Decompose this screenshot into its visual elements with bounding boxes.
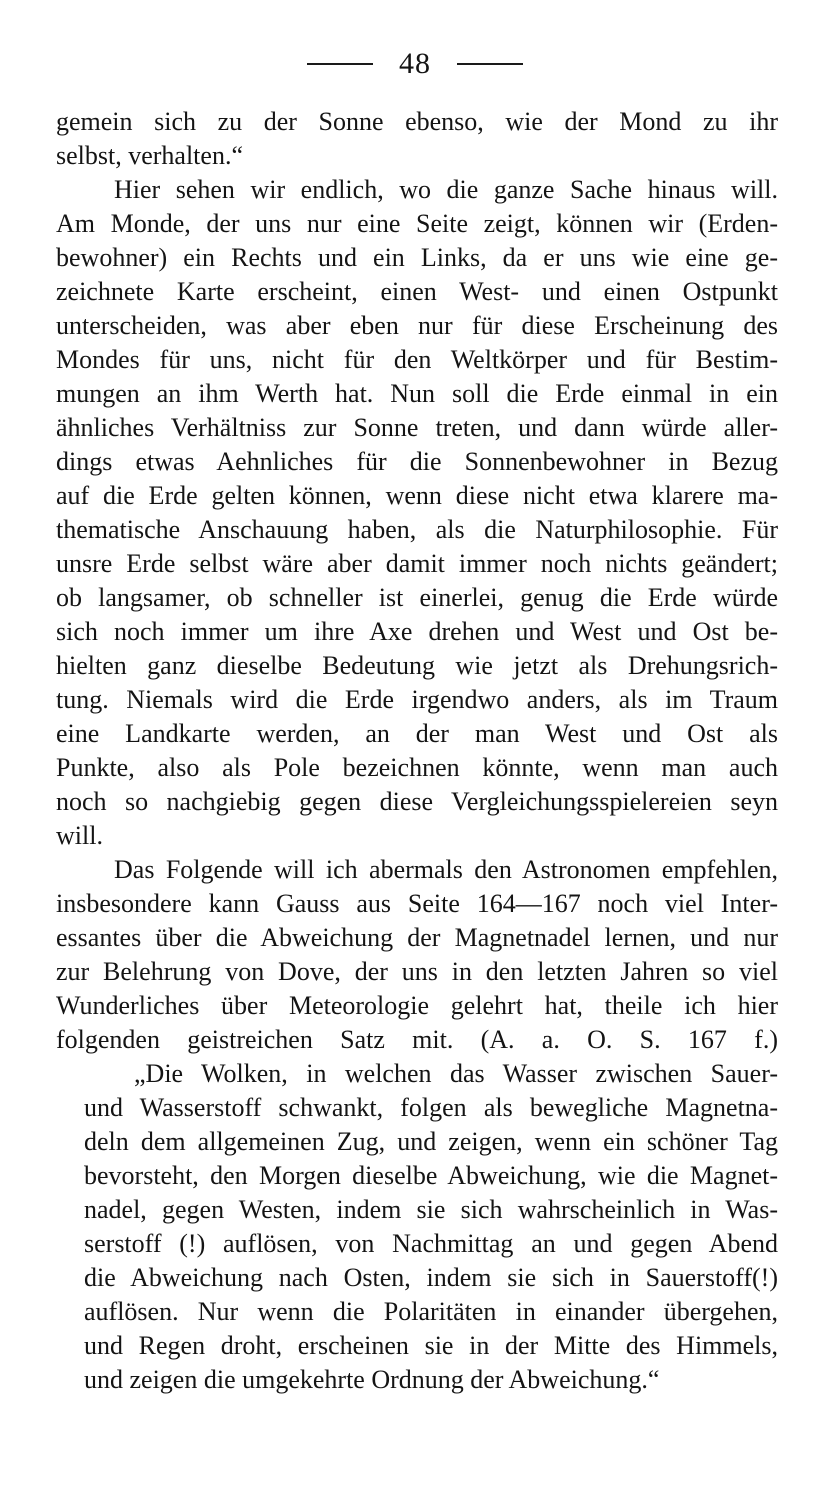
text-line: tung. Niemals wird die Erde irgendwo anders, als im Traum (56, 685, 778, 714)
text-line: hielten ganz dieselbe Bedeutung wie jetzt als Drehungsrich- (56, 651, 778, 680)
text-line: eine Landkarte werden, an der man West und Ost als (56, 719, 778, 748)
quote-line: und Regen droht, erscheinen sie in der Mitte des Himmels, (84, 1331, 778, 1360)
text-line: zeichnete Karte erscheint, einen West- und einen Ostpunkt (56, 277, 778, 306)
text-line: auf die Erde gelten können, wenn diese nicht etwa klarere ma- (56, 481, 778, 510)
text-line: mungen an ihm Werth hat. Nun soll die Erde einmal in ein (56, 379, 778, 408)
text-line: insbesondere kann Gauss aus Seite 164—167 noch viel Inter- (56, 889, 778, 918)
text-line: zur Belehrung von Dove, der uns in den letzten Jahren so viel (56, 957, 778, 986)
text-line: Wunderliches über Meteorologie gelehrt hat, theile ich hier (56, 991, 778, 1020)
text-line: dings etwas Aehnliches für die Sonnenbewohner in Bezug (56, 447, 778, 476)
text-line: Am Monde, der uns nur eine Seite zeigt, können wir (Erden- (56, 209, 778, 238)
quote-line: auflösen. Nur wenn die Polaritäten in einander übergehen, (84, 1297, 778, 1326)
quote-line: die Abweichung nach Osten, indem sie sich in Sauerstoff(!) (84, 1263, 778, 1292)
text-line: ob langsamer, ob schneller ist einerlei, genug die Erde würde (56, 583, 778, 612)
text-line: gemein sich zu der Sonne ebenso, wie der Mond zu ihr (56, 107, 778, 136)
text-line: Punkte, also als Pole bezeichnen könnte, wenn man auch (56, 753, 778, 782)
text-line: selbst, verhalten.“ (56, 141, 243, 170)
text-line: thematische Anschauung haben, als die Naturphilosophie. Für (56, 515, 778, 544)
text-line: unsre Erde selbst wäre aber damit immer noch nichts geändert; (56, 549, 778, 578)
text-line: will. (56, 821, 103, 850)
header-rule-right (457, 63, 523, 65)
quote-line: deln dem allgemeinen Zug, und zeigen, wenn ein schöner Tag (84, 1127, 778, 1156)
text-line: Mondes für uns, nicht für den Weltkörper und für Bestim- (56, 345, 778, 374)
quote-line: und zeigen die umgekehrte Ordnung der Abweichung.“ (84, 1365, 660, 1394)
text-line: sich noch immer um ihre Axe drehen und West und Ost be- (56, 617, 778, 646)
quote-line: „Die Wolken, in welchen das Wasser zwischen Sauer- (134, 1059, 778, 1088)
text-line: Hier sehen wir endlich, wo die ganze Sache hinaus will. (114, 175, 778, 204)
quote-line: serstoff (!) auflösen, von Nachmittag an und gegen Abend (84, 1229, 778, 1258)
quote-line: nadel, gegen Westen, indem sie sich wahrscheinlich in Was- (84, 1195, 778, 1224)
header-rule-left (307, 63, 373, 65)
text-line: ähnliches Verhältniss zur Sonne treten, und dann würde aller- (56, 413, 778, 442)
text-line: noch so nachgiebig gegen diese Vergleichungsspielereien seyn (56, 787, 778, 816)
text-line: folgenden geistreichen Satz mit. (A. a. O. S. 167 f.) (56, 1025, 778, 1054)
quote-line: bevorsteht, den Morgen dieselbe Abweichung, wie die Magnet- (84, 1161, 778, 1190)
text-line: essantes über die Abweichung der Magnetnadel lernen, und nur (56, 923, 778, 952)
quote-line: und Wasserstoff schwankt, folgen als bewegliche Magnetna- (84, 1093, 778, 1122)
page-header (0, 44, 830, 84)
text-line: bewohner) ein Rechts und ein Links, da er uns wie eine ge- (56, 243, 778, 272)
text-line: unterscheiden, was aber eben nur für diese Erscheinung des (56, 311, 778, 340)
page-number: 48 (399, 47, 431, 80)
text-line: Das Folgende will ich abermals den Astronomen empfehlen, (114, 855, 778, 884)
